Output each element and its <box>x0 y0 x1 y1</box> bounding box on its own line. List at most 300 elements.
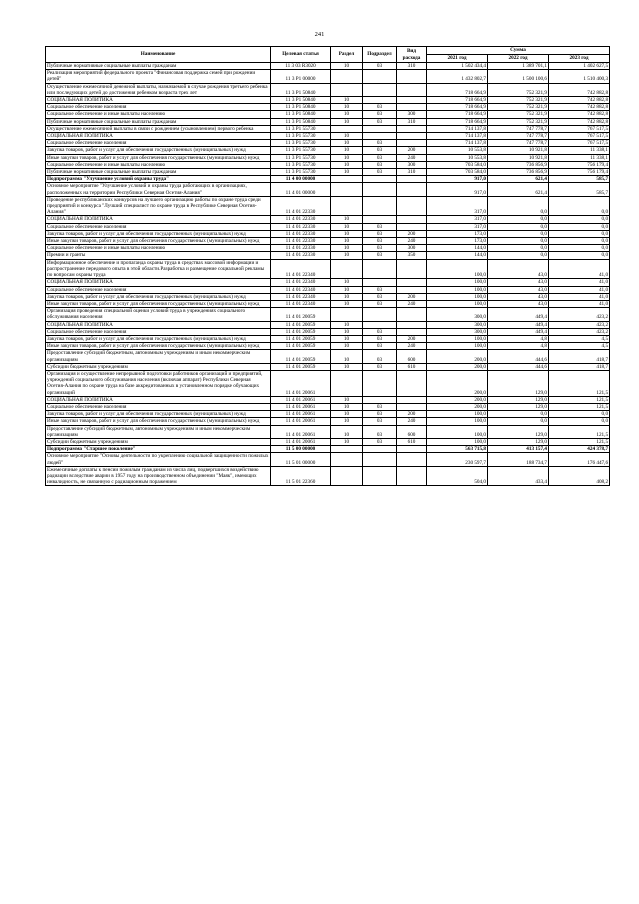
row-sum-2023: 0,0 <box>549 411 610 418</box>
table-row <box>46 118 610 125</box>
row-target-code: 11 4 01 22330 <box>271 230 331 237</box>
row-subsection: 03 <box>363 418 397 425</box>
row-sum-2021: 100,0 <box>427 425 488 438</box>
row-subsection <box>363 125 397 132</box>
row-name: СОЦИАЛЬНАЯ ПОЛИТИКА <box>46 97 271 104</box>
row-sum-2022: 449,4 <box>488 321 549 328</box>
row-expense-type: 200 <box>397 230 427 237</box>
row-sum-2021: 200,0 <box>427 363 488 370</box>
table-row <box>46 230 610 237</box>
row-target-code: 11 4 01 20061 <box>271 403 331 410</box>
row-expense-type <box>397 308 427 321</box>
row-sum-2023: 756 179,4 <box>549 169 610 176</box>
table-row <box>46 411 610 418</box>
row-sum-2021: 100,0 <box>427 293 488 300</box>
row-subsection <box>363 83 397 96</box>
row-name: Основное мероприятие "Основы деятельности по укреплению социальной защищенности пожилых людей" <box>46 453 271 466</box>
row-expense-type <box>397 403 427 410</box>
row-sum-2022: 0,0 <box>488 245 549 252</box>
row-target-code: 11 3 P1 55730 <box>271 161 331 168</box>
row-section: 10 <box>331 223 363 230</box>
row-sum-2022: 43,0 <box>488 293 549 300</box>
row-sum-2022: 10 921,8 <box>488 147 549 154</box>
row-name: Премии и гранты <box>46 252 271 259</box>
row-target-code: 11 4 01 20061 <box>271 438 331 445</box>
row-sum-2022: 444,6 <box>488 350 549 363</box>
row-target-code: 11 5 00 00000 <box>271 446 331 453</box>
row-sum-2021: 317,0 <box>427 223 488 230</box>
row-expense-type <box>397 279 427 286</box>
row-section: 10 <box>331 133 363 140</box>
row-expense-type <box>397 83 427 96</box>
row-section: 10 <box>331 293 363 300</box>
row-target-code: 11 5 01 00000 <box>271 453 331 466</box>
row-section <box>331 453 363 466</box>
row-sum-2022: 752 321,9 <box>488 111 549 118</box>
row-name: СОЦИАЛЬНАЯ ПОЛИТИКА <box>46 279 271 286</box>
row-expense-type <box>397 453 427 466</box>
row-sum-2023: 11 338,1 <box>549 154 610 161</box>
row-sum-2022: 0,0 <box>488 252 549 259</box>
row-sum-2023: 121,5 <box>549 403 610 410</box>
row-target-code: 11 4 01 22340 <box>271 293 331 300</box>
table-row <box>46 245 610 252</box>
row-sum-2021: 100,0 <box>427 286 488 293</box>
row-sum-2021: 300,0 <box>427 321 488 328</box>
row-sum-2023: 121,5 <box>549 425 610 438</box>
row-name: Закупка товаров, работ и услуг для обеспечения государственных (муниципальных) нужд <box>46 230 271 237</box>
row-expense-type: 350 <box>397 252 427 259</box>
row-name: Социальное обеспечение населения <box>46 223 271 230</box>
table-row <box>46 125 610 132</box>
row-sum-2021: 917,0 <box>427 176 488 183</box>
row-subsection <box>363 446 397 453</box>
row-expense-type <box>397 183 427 196</box>
row-target-code: 11 4 01 22330 <box>271 238 331 245</box>
row-target-code: 11 3 P1 55730 <box>271 125 331 132</box>
row-sum-2022: 0,0 <box>488 216 549 223</box>
row-sum-2022: 621,4 <box>488 176 549 183</box>
row-section: 10 <box>331 363 363 370</box>
row-sum-2022: 752 321,9 <box>488 97 549 104</box>
row-section: 10 <box>331 403 363 410</box>
row-target-code: 11 3 P1 55730 <box>271 140 331 147</box>
row-section: 10 <box>331 63 363 70</box>
row-name: Осуществление ежемесячной денежной выплаты, назначаемой в случае рождения третьего ребенка или последующих детей до достижения ребенком возраста трех лет <box>46 83 271 96</box>
header-year-2023: 2023 год <box>549 55 610 63</box>
table-row <box>46 97 610 104</box>
row-target-code: 11 3 P1 50840 <box>271 104 331 111</box>
row-sum-2021: 718 664,9 <box>427 111 488 118</box>
row-expense-type <box>397 196 427 216</box>
row-sum-2023: 11 338,1 <box>549 147 610 154</box>
table-row <box>46 176 610 183</box>
row-subsection: 03 <box>363 104 397 111</box>
row-sum-2022: 747 778,7 <box>488 125 549 132</box>
row-target-code: 11 4 01 20059 <box>271 321 331 328</box>
table-row <box>46 259 610 279</box>
row-name: Иные закупки товаров, работ и услуг для обеспечения государственных (муниципальных) нужд <box>46 154 271 161</box>
row-target-code: 11 3 P1 50840 <box>271 83 331 96</box>
row-sum-2023: 767 517,5 <box>549 125 610 132</box>
table-row <box>46 83 610 96</box>
row-sum-2021: 10 553,8 <box>427 154 488 161</box>
row-name: Информационное обеспечение и пропаганда охраны труда в средствах массовой информации и распространение передового опыта в этой области.Разработка и размещение социальной рекламы по вопросам охраны труда <box>46 259 271 279</box>
row-sum-2023: 756 179,4 <box>549 161 610 168</box>
row-section: 10 <box>331 328 363 335</box>
row-sum-2023: 423,2 <box>549 308 610 321</box>
row-sum-2023: 4,5 <box>549 343 610 350</box>
row-section: 10 <box>331 438 363 445</box>
page-number: 241 <box>314 31 325 38</box>
row-sum-2023: 423,2 <box>549 328 610 335</box>
row-target-code: 11 4 01 20059 <box>271 335 331 342</box>
row-target-code: 11 3 P1 00000 <box>271 70 331 83</box>
row-sum-2023: 424 378,7 <box>549 446 610 453</box>
row-sum-2023: 0,0 <box>549 252 610 259</box>
row-section: 10 <box>331 238 363 245</box>
row-sum-2023: 0,0 <box>549 418 610 425</box>
table-row <box>46 403 610 410</box>
row-target-code: 11 4 01 22340 <box>271 286 331 293</box>
row-target-code: 11 3 P1 50840 <box>271 111 331 118</box>
row-expense-type: 310 <box>397 118 427 125</box>
row-expense-type <box>397 223 427 230</box>
row-expense-type: 240 <box>397 154 427 161</box>
row-sum-2022: 752 321,9 <box>488 118 549 125</box>
budget-table <box>45 46 610 486</box>
row-target-code: 11 4 01 20061 <box>271 418 331 425</box>
row-sum-2021: 317,0 <box>427 216 488 223</box>
row-sum-2023: 742 882,8 <box>549 83 610 96</box>
row-sum-2021: 300,0 <box>427 308 488 321</box>
row-sum-2023: 4,5 <box>549 335 610 342</box>
row-sum-2022: 129,0 <box>488 403 549 410</box>
row-sum-2021: 100,0 <box>427 343 488 350</box>
row-subsection <box>363 176 397 183</box>
row-sum-2022: 129,0 <box>488 396 549 403</box>
header-sum: Сумма <box>427 47 610 55</box>
row-target-code: 11 3 P1 55730 <box>271 154 331 161</box>
table-row <box>46 300 610 307</box>
row-sum-2021: 917,0 <box>427 183 488 196</box>
row-target-code: 11 4 01 22340 <box>271 279 331 286</box>
row-section: 10 <box>331 230 363 237</box>
table-row <box>46 252 610 259</box>
row-section: 10 <box>331 245 363 252</box>
table-row <box>46 370 610 396</box>
row-sum-2021: 563 715,8 <box>427 446 488 453</box>
row-target-code: 11 4 01 20059 <box>271 363 331 370</box>
row-target-code: 11 4 01 00000 <box>271 183 331 196</box>
row-section: 10 <box>331 279 363 286</box>
row-subsection: 03 <box>363 238 397 245</box>
row-sum-2023: 0,0 <box>549 238 610 245</box>
row-name: Публичные нормативные социальные выплаты гражданам <box>46 63 271 70</box>
row-sum-2023: 41,0 <box>549 300 610 307</box>
row-sum-2023: 0,0 <box>549 245 610 252</box>
row-name: Основное мероприятие "Улучшение условий и охраны труда работающих в организациях, расположенных на территории Республики Северная Осетия-Алания" <box>46 183 271 196</box>
row-expense-type: 200 <box>397 147 427 154</box>
row-sum-2022: 10 921,8 <box>488 154 549 161</box>
row-section: 10 <box>331 147 363 154</box>
row-sum-2021: 100,0 <box>427 279 488 286</box>
table-row <box>46 425 610 438</box>
row-sum-2022: 747 778,7 <box>488 133 549 140</box>
table-row <box>46 293 610 300</box>
row-section <box>331 446 363 453</box>
row-name: Осуществление ежемесячной выплаты в связи с рождением (усыновлением) первого ребенка <box>46 125 271 132</box>
row-subsection <box>363 466 397 486</box>
row-name: СОЦИАЛЬНАЯ ПОЛИТИКА <box>46 396 271 403</box>
table-row <box>46 104 610 111</box>
row-target-code: 11 4 01 20059 <box>271 343 331 350</box>
row-subsection: 03 <box>363 328 397 335</box>
row-subsection: 03 <box>363 230 397 237</box>
row-subsection: 03 <box>363 425 397 438</box>
row-sum-2022: 1 389 701,1 <box>488 63 549 70</box>
table-body <box>46 63 610 486</box>
table-row <box>46 453 610 466</box>
row-subsection: 03 <box>363 293 397 300</box>
row-target-code: 11 4 01 22330 <box>271 196 331 216</box>
row-sum-2023: 408,2 <box>549 466 610 486</box>
row-sum-2021: 100,0 <box>427 411 488 418</box>
row-sum-2022: 129,0 <box>488 438 549 445</box>
row-sum-2022: 0,0 <box>488 196 549 216</box>
table-row <box>46 154 610 161</box>
row-sum-2023: 742 882,8 <box>549 111 610 118</box>
row-name: СОЦИАЛЬНАЯ ПОЛИТИКА <box>46 133 271 140</box>
row-name: Подпрограмма "Улучшение условий охраны труда" <box>46 176 271 183</box>
row-subsection <box>363 133 397 140</box>
table-row <box>46 238 610 245</box>
row-sum-2023: 41,0 <box>549 259 610 279</box>
row-sum-2023: 0,0 <box>549 216 610 223</box>
row-section: 10 <box>331 154 363 161</box>
row-sum-2023: 742 882,8 <box>549 104 610 111</box>
row-subsection <box>363 97 397 104</box>
row-sum-2021: 200,0 <box>427 370 488 396</box>
row-section: 10 <box>331 216 363 223</box>
row-sum-2022: 43,0 <box>488 286 549 293</box>
row-expense-type <box>397 370 427 396</box>
row-sum-2021: 718 664,9 <box>427 97 488 104</box>
row-subsection <box>363 216 397 223</box>
row-expense-type <box>397 176 427 183</box>
row-sum-2021: 173,0 <box>427 238 488 245</box>
row-section <box>331 196 363 216</box>
row-sum-2022: 0,0 <box>488 418 549 425</box>
row-target-code: 11 3 P1 55730 <box>271 147 331 154</box>
table-row <box>46 418 610 425</box>
row-subsection: 03 <box>363 252 397 259</box>
row-sum-2022: 747 778,7 <box>488 140 549 147</box>
row-sum-2021: 300,0 <box>427 328 488 335</box>
row-sum-2022: 188 734,7 <box>488 453 549 466</box>
table-row <box>46 161 610 168</box>
row-name: Социальное обеспечение населения <box>46 328 271 335</box>
row-section: 10 <box>331 300 363 307</box>
row-sum-2021: 714 137,8 <box>427 140 488 147</box>
row-expense-type: 600 <box>397 425 427 438</box>
row-section <box>331 259 363 279</box>
row-sum-2023: 0,0 <box>549 223 610 230</box>
row-name: Социальное обеспечение населения <box>46 140 271 147</box>
row-name: Публичные нормативные социальные выплаты гражданам <box>46 118 271 125</box>
row-expense-type <box>397 70 427 83</box>
row-section <box>331 83 363 96</box>
row-sum-2021: 718 664,9 <box>427 83 488 96</box>
row-name: Закупка товаров, работ и услуг для обеспечения государственных (муниципальных) нужд <box>46 293 271 300</box>
row-expense-type <box>397 259 427 279</box>
row-name: СОЦИАЛЬНАЯ ПОЛИТИКА <box>46 216 271 223</box>
header-year-2021: 2021 год <box>427 55 488 63</box>
row-sum-2023: 767 517,5 <box>549 133 610 140</box>
row-section: 10 <box>331 335 363 342</box>
row-sum-2022: 444,6 <box>488 363 549 370</box>
row-name: Реализация мероприятий федерального проекта "Финансовая поддержка семей при рождении детей" <box>46 70 271 83</box>
row-sum-2022: 736 856,9 <box>488 161 549 168</box>
table-row <box>46 343 610 350</box>
row-target-code: 11 4 01 20061 <box>271 425 331 438</box>
row-target-code: 11 4 01 22340 <box>271 259 331 279</box>
row-subsection <box>363 370 397 396</box>
row-sum-2023: 585,7 <box>549 183 610 196</box>
row-subsection <box>363 308 397 321</box>
row-name: Предоставление субсидий бюджетным, автономным учреждениям и иным некоммерческим организациям <box>46 350 271 363</box>
row-target-code: 11 4 01 20061 <box>271 370 331 396</box>
table-row <box>46 286 610 293</box>
row-subsection: 03 <box>363 154 397 161</box>
row-name: Закупка товаров, работ и услуг для обеспечения государственных (муниципальных) нужд <box>46 335 271 342</box>
row-section <box>331 308 363 321</box>
row-expense-type: 310 <box>397 169 427 176</box>
row-name: Закупка товаров, работ и услуг для обеспечения государственных (муниципальных) нужд <box>46 147 271 154</box>
row-sum-2022: 43,0 <box>488 279 549 286</box>
row-sum-2023: 742 882,8 <box>549 118 610 125</box>
row-sum-2023: 121,5 <box>549 396 610 403</box>
row-name: Социальное обеспечение населения <box>46 104 271 111</box>
row-sum-2021: 1 502 434,4 <box>427 63 488 70</box>
row-target-code: 11 4 00 00000 <box>271 176 331 183</box>
row-sum-2022: 43,0 <box>488 259 549 279</box>
row-sum-2022: 4,8 <box>488 335 549 342</box>
row-name: Подпрограмма "Старшее поколение" <box>46 446 271 453</box>
table-row <box>46 350 610 363</box>
row-sum-2023: 121,5 <box>549 370 610 396</box>
row-section: 10 <box>331 286 363 293</box>
row-sum-2021: 1 432 802,7 <box>427 70 488 83</box>
row-name: Иные закупки товаров, работ и услуг для обеспечения государственных (муниципальных) нужд <box>46 343 271 350</box>
row-section: 10 <box>331 104 363 111</box>
row-expense-type: 600 <box>397 350 427 363</box>
table-row <box>46 363 610 370</box>
row-subsection: 03 <box>363 363 397 370</box>
row-name: Публичные нормативные социальные выплаты гражданам <box>46 169 271 176</box>
row-name: Предоставление субсидий бюджетным, автономным учреждениям и иным некоммерческим организациям <box>46 425 271 438</box>
table-row <box>46 111 610 118</box>
row-name: Организация проведения специальной оценки условий труда в учреждениях социального обслуживания населения <box>46 308 271 321</box>
row-section: 10 <box>331 425 363 438</box>
row-target-code: 11 4 01 22330 <box>271 252 331 259</box>
row-subsection <box>363 70 397 83</box>
row-subsection: 03 <box>363 169 397 176</box>
row-expense-type: 200 <box>397 335 427 342</box>
row-subsection: 03 <box>363 411 397 418</box>
row-expense-type: 200 <box>397 411 427 418</box>
row-section: 10 <box>331 169 363 176</box>
row-sum-2022: 449,4 <box>488 308 549 321</box>
row-section: 10 <box>331 140 363 147</box>
row-expense-type: 610 <box>397 363 427 370</box>
row-subsection: 03 <box>363 335 397 342</box>
row-sum-2023: 423,2 <box>549 321 610 328</box>
table-row <box>46 216 610 223</box>
row-name: Социальное обеспечение и иные выплаты населению <box>46 245 271 252</box>
row-subsection: 03 <box>363 111 397 118</box>
row-section <box>331 70 363 83</box>
row-section: 10 <box>331 411 363 418</box>
row-sum-2023: 767 517,5 <box>549 140 610 147</box>
row-expense-type <box>397 446 427 453</box>
row-name: Субсидии бюджетным учреждениям <box>46 363 271 370</box>
row-sum-2021: 703 584,0 <box>427 169 488 176</box>
row-sum-2022: 43,0 <box>488 300 549 307</box>
row-target-code: 11 3 P1 50840 <box>271 118 331 125</box>
row-name: Организация и осуществление непрерывной подготовки работников организаций и предприятий, учреждений социального обслуживания населения (включая аппарат) Республики Северная Осетия-Алания по охране труда на базе аккредитованных в установленном порядке обучающих организаций <box>46 370 271 396</box>
row-expense-type: 240 <box>397 343 427 350</box>
row-section: 10 <box>331 350 363 363</box>
row-subsection: 03 <box>363 245 397 252</box>
row-sum-2021: 714 137,8 <box>427 125 488 132</box>
table-row <box>46 183 610 196</box>
row-section: 10 <box>331 418 363 425</box>
table-row <box>46 147 610 154</box>
row-name: Субсидии бюджетным учреждениям <box>46 438 271 445</box>
row-sum-2022: 1 500 100,6 <box>488 70 549 83</box>
row-target-code: 11 3 03 R3020 <box>271 63 331 70</box>
row-subsection: 03 <box>363 118 397 125</box>
row-sum-2021: 317,0 <box>427 196 488 216</box>
table-row <box>46 446 610 453</box>
row-sum-2021: 200,0 <box>427 403 488 410</box>
header-subsection: Подраздел <box>363 47 397 63</box>
row-sum-2021: 100,0 <box>427 438 488 445</box>
row-sum-2021: 504,0 <box>427 466 488 486</box>
row-sum-2022: 621,4 <box>488 183 549 196</box>
row-sum-2022: 0,0 <box>488 223 549 230</box>
row-name: Иные закупки товаров, работ и услуг для обеспечения государственных (муниципальных) нужд <box>46 238 271 245</box>
table-row <box>46 328 610 335</box>
row-target-code: 11 4 01 20059 <box>271 350 331 363</box>
row-sum-2022: 0,0 <box>488 411 549 418</box>
row-target-code: 11 5 01 22360 <box>271 466 331 486</box>
row-section: 10 <box>331 161 363 168</box>
header-year-2022: 2022 год <box>488 55 549 63</box>
row-subsection: 03 <box>363 140 397 147</box>
row-sum-2023: 418,7 <box>549 363 610 370</box>
row-expense-type <box>397 466 427 486</box>
row-expense-type <box>397 133 427 140</box>
row-sum-2021: 703 584,0 <box>427 161 488 168</box>
row-expense-type: 610 <box>397 438 427 445</box>
table-row <box>46 279 610 286</box>
row-expense-type: 200 <box>397 293 427 300</box>
table-row <box>46 63 610 70</box>
table-row <box>46 140 610 147</box>
row-section <box>331 176 363 183</box>
